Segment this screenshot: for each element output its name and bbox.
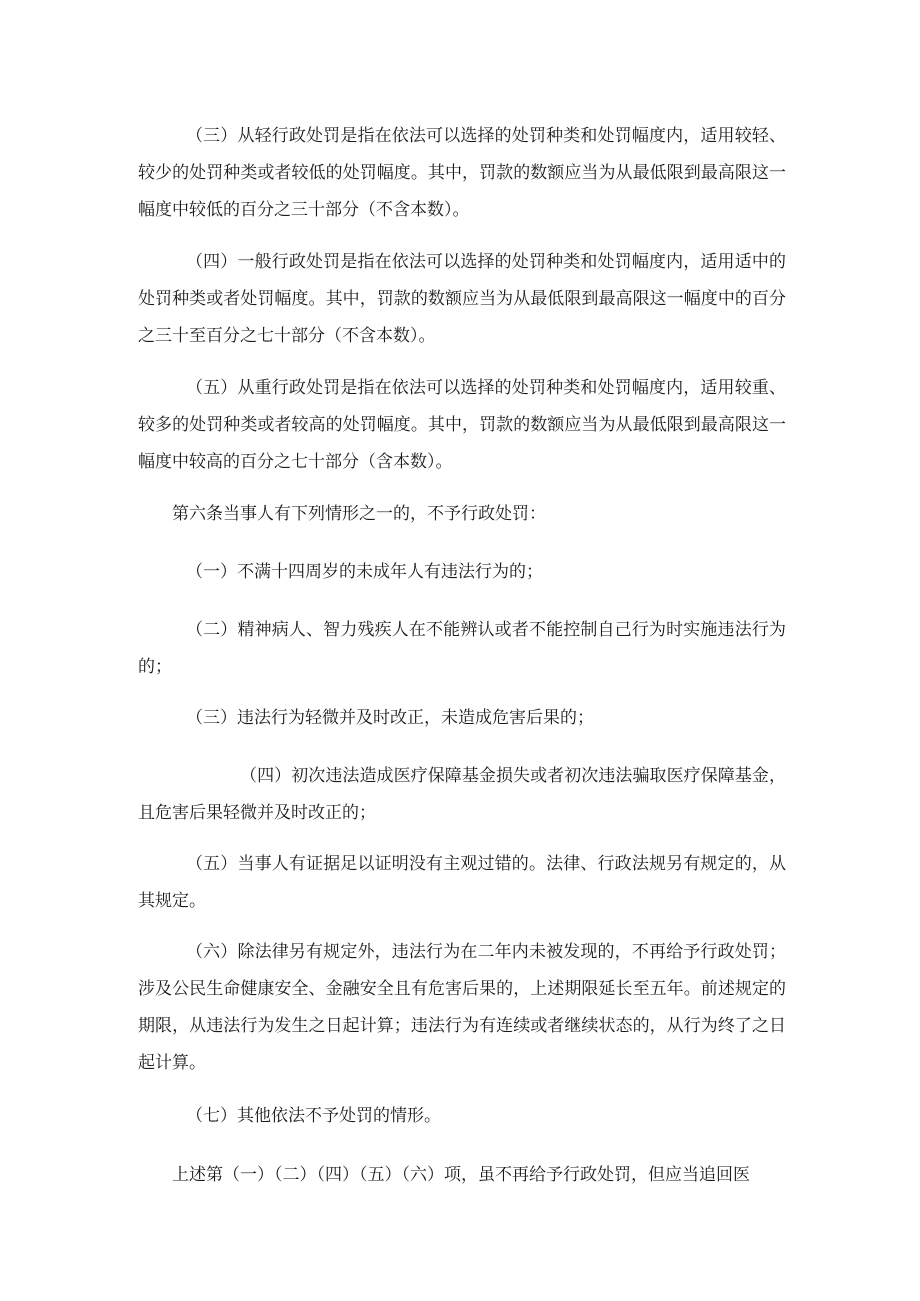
paragraph-item-1: （一）不满十四周岁的未成年人有违法行为的； [186, 562, 543, 582]
paragraph-item-2: （二）精神病人、智力残疾人在不能辨认或者不能控制自己行为时实施违法行为的； [138, 620, 786, 677]
paragraph-item-6: （六）除法律另有规定外，违法行为在二年内未被发现的，不再给予行政处罚；涉及公民生命健康安全、金融安全且有危害后果的，上述期限延长至五年。前述规定的期限，从违法行为发生之日起计算；违法行为有连续或者继续状态的，从行为终了之日起计算。 [138, 942, 786, 1073]
paragraph-mitigated-penalty: （三）从轻行政处罚是指在依法可以选择的处罚种类和处罚幅度内，适用较轻、较少的处罚种类或者较低的处罚幅度。其中，罚款的数额应当为从最低限到最高限这一幅度中较低的百分之三十部分（不含本数）。 [138, 126, 786, 220]
paragraph-general-penalty: （四）一般行政处罚是指在依法可以选择的处罚种类和处罚幅度内，适用适中的处罚种类或者处罚幅度。其中，罚款的数额应当为从最低限到最高限这一幅度中的百分之三十至百分之七十部分（不含本数）。 [138, 252, 786, 346]
article-six-heading: 第六条当事人有下列情形之一的，不予行政处罚： [172, 504, 546, 524]
paragraph-aggravated-penalty: （五）从重行政处罚是指在依法可以选择的处罚种类和处罚幅度内，适用较重、较多的处罚种类或者较高的处罚幅度。其中，罚款的数额应当为从最低限到最高限这一幅度中较高的百分之七十部分（含本数）。 [138, 378, 786, 472]
paragraph-item-4: （四）初次违法造成医疗保障基金损失或者初次违法骗取医疗保障基金，且危害后果轻微并及时改正的； [138, 766, 786, 823]
paragraph-item-3: （三）违法行为轻微并及时改正，未造成危害后果的； [186, 708, 594, 728]
paragraph-item-7: （七）其他依法不予处罚的情形。 [186, 1106, 441, 1126]
paragraph-closing: 上述第（一）（二）（四）（五）（六）项，虽不再给予行政处罚，但应当追回医 [172, 1165, 750, 1185]
paragraph-item-5: （五）当事人有证据足以证明没有主观过错的。法律、行政法规另有规定的，从其规定。 [138, 854, 786, 911]
